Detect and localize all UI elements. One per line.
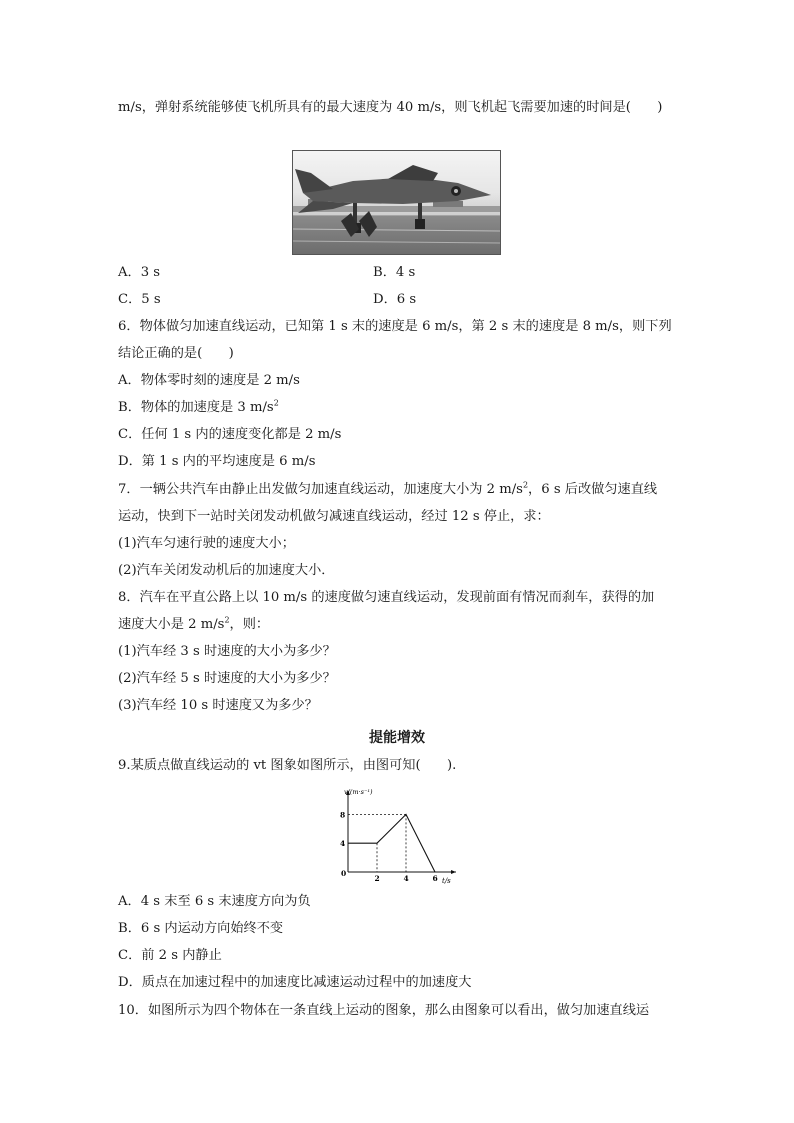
q6-line1: 6．物体做匀加速直线运动，已知第 1 s 末的速度是 6 m/s，第 2 s 末的速度是 8 m/s，则下列 bbox=[118, 319, 672, 334]
q5-line1: m/s，弹射系统能够使飞机所具有的最大速度为 40 m/s，则飞机起飞需要加速的时间是( ) bbox=[118, 100, 663, 115]
fighter-jet-photo bbox=[292, 150, 501, 255]
q8-line2 bbox=[118, 616, 269, 634]
q9-option-d: D．质点在加速过程中的加速度比减速运动过程中的加速度大 bbox=[118, 975, 472, 990]
vt-axes bbox=[340, 788, 456, 885]
q9-option-a: A．4 s 末至 6 s 末速度方向为负 bbox=[118, 894, 311, 909]
vt-series-line bbox=[348, 814, 435, 872]
origin-label: 0 bbox=[341, 869, 347, 878]
x-tick-label: 4 bbox=[403, 874, 409, 883]
q6-option-b-exponent: 2 bbox=[273, 398, 279, 408]
q9-option-b: B．6 s 内运动方向始终不变 bbox=[118, 921, 284, 936]
y-tick-label: 4 bbox=[340, 839, 346, 849]
vt-graph bbox=[336, 786, 464, 886]
q6-option-d: D．第 1 s 内的平均速度是 6 m/s bbox=[118, 454, 316, 469]
q7-sub2: (2)汽车关闭发动机后的加速度大小． bbox=[118, 563, 335, 578]
q7-line1-exponent: 2 bbox=[522, 480, 529, 490]
vt-marks bbox=[348, 814, 435, 872]
q7-line2: 运动，快到下一站时关闭发动机做匀减速直线运动，经过 12 s 停止，求： bbox=[118, 509, 550, 524]
q7-line1 bbox=[118, 481, 657, 499]
q6-option-a: A．物体零时刻的速度是 2 m/s bbox=[118, 373, 300, 388]
q6-line2: 结论正确的是( ) bbox=[118, 346, 234, 361]
y-tick-label: 8 bbox=[340, 810, 346, 820]
q6-option-b bbox=[118, 399, 279, 417]
x-tick-label: 2 bbox=[374, 874, 380, 883]
q5-option-a: A．3 s bbox=[118, 265, 161, 280]
q10-line1: 10．如图所示为四个物体在一条直线上运动的图象，那么由图象可以看出，做匀加速直线运 bbox=[118, 1003, 650, 1018]
x-tick-label: 6 bbox=[432, 874, 438, 883]
q8-sub2: (2)汽车经 5 s 时速度的大小为多少？ bbox=[118, 671, 336, 686]
q7-line1-a: 7．一辆公共汽车由静止出发做匀加速直线运动，加速度大小为 2 m/s bbox=[118, 482, 523, 497]
q8-sub1: (1)汽车经 3 s 时速度的大小为多少？ bbox=[118, 644, 336, 659]
y-axis-label: v/(m·s⁻¹) bbox=[344, 788, 373, 796]
q8-line1: 8．汽车在平直公路上以 10 m/s 的速度做匀速直线运动，发现前面有情况而刹车，获得的加 bbox=[118, 590, 655, 605]
q6-option-c: C．任何 1 s 内的速度变化都是 2 m/s bbox=[118, 427, 342, 442]
q5-option-b: B．4 s bbox=[373, 265, 416, 280]
q8-line2-a: 速度大小是 2 m/s bbox=[118, 617, 225, 632]
q8-line2-b: ，则： bbox=[229, 617, 270, 632]
q7-line1-b: ，6 s 后改做匀速直线 bbox=[528, 482, 658, 497]
q7-sub1: (1)汽车匀速行驶的速度大小； bbox=[118, 536, 295, 551]
q8-sub3: (3)汽车经 10 s 时速度又为多少？ bbox=[118, 698, 318, 713]
q8-line2-exponent: 2 bbox=[224, 615, 230, 625]
q5-option-c: C．5 s bbox=[118, 292, 161, 307]
q9-line1: 9.某质点做直线运动的 vt 图象如图所示，由图可知( ). bbox=[118, 758, 457, 773]
x-axis-arrow bbox=[451, 870, 456, 874]
q9-option-c: C．前 2 s 内静止 bbox=[118, 948, 222, 963]
q6-option-b-text: B．物体的加速度是 3 m/s bbox=[118, 400, 274, 415]
section-title: 提能增效 bbox=[369, 730, 425, 746]
x-axis-label: t/s bbox=[442, 877, 451, 885]
jet-illustration bbox=[293, 151, 500, 254]
q5-option-d: D．6 s bbox=[373, 292, 417, 307]
